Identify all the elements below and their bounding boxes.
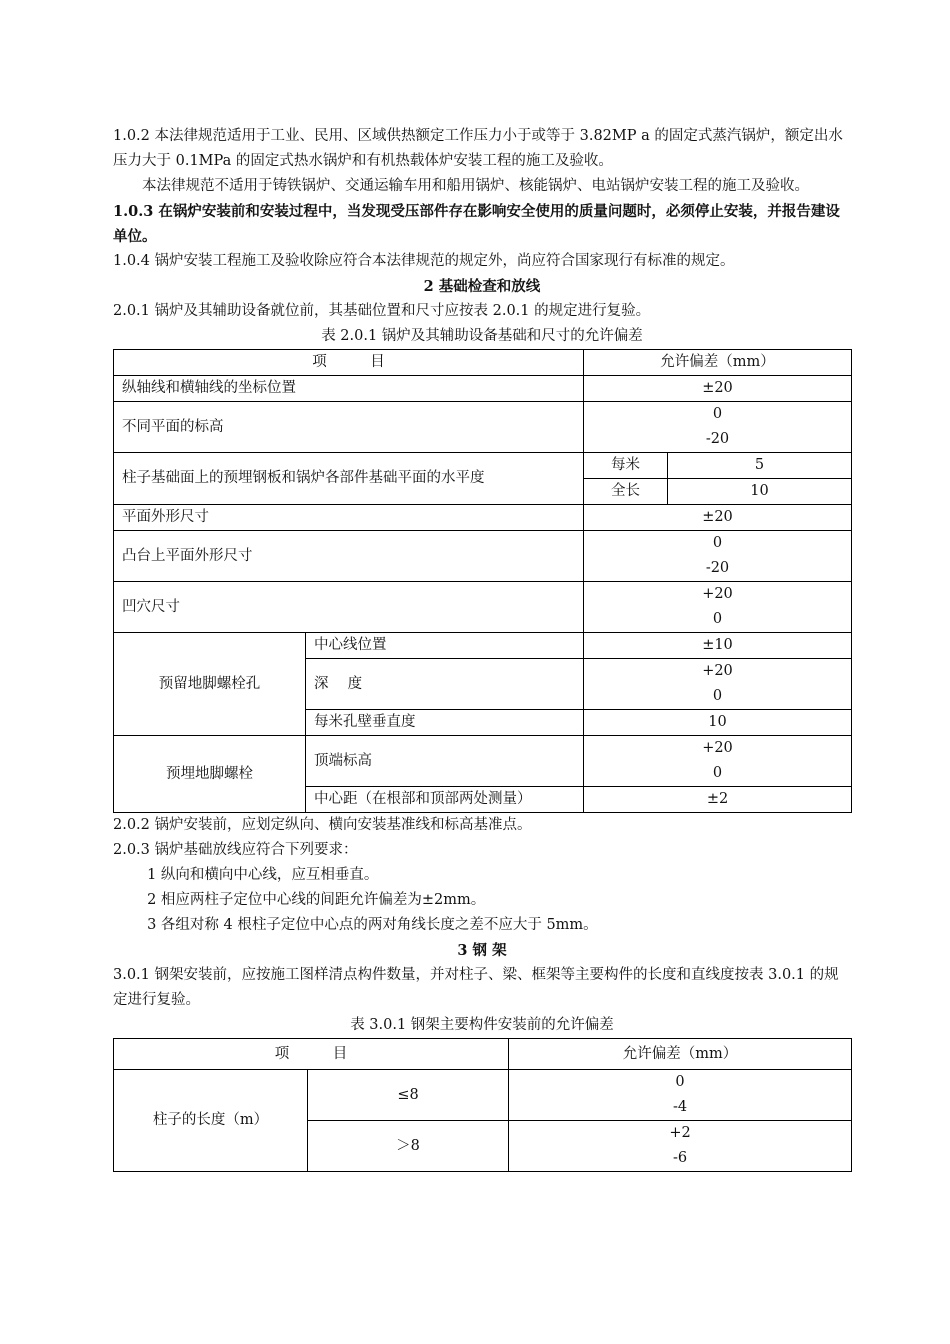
header-item: 项 目 xyxy=(114,350,584,376)
clause-2-0-1: 2.0.1 锅炉及其辅助设备就位前，其基础位置和尺寸应按表 2.0.1 的规定进行复验。 xyxy=(113,303,651,319)
row-value: ±2 xyxy=(584,787,852,813)
row-value: +2 -6 xyxy=(509,1121,852,1172)
header-tolerance: 允许偏差（mm） xyxy=(509,1039,852,1070)
row-condition: ≤8 xyxy=(308,1070,509,1121)
table-row xyxy=(114,1070,852,1121)
row-item: 中心距（在根部和顶部两处测量） xyxy=(306,787,584,813)
table-row xyxy=(114,505,852,531)
row-sub-label: 全长 xyxy=(584,479,668,505)
row-item: 中心线位置 xyxy=(306,633,584,659)
row-item: 不同平面的标高 xyxy=(114,402,584,453)
table-row xyxy=(114,582,852,633)
row-value: +20 0 xyxy=(584,582,852,633)
group-label: 预埋地脚螺栓 xyxy=(114,736,306,813)
table-3-0-1 xyxy=(113,1038,852,1172)
row-value: 0 -20 xyxy=(584,531,852,582)
row-value: ±10 xyxy=(584,633,852,659)
table-row xyxy=(114,736,852,787)
document-page xyxy=(113,124,851,1172)
header-tolerance: 允许偏差（mm） xyxy=(584,350,852,376)
row-value: ±20 xyxy=(584,376,852,402)
table-row xyxy=(114,633,852,659)
row-item: 顶端标高 xyxy=(306,736,584,787)
row-value: +20 0 xyxy=(584,736,852,787)
row-value: 5 xyxy=(668,453,852,479)
clause-2-0-3: 2.0.3 锅炉基础放线应符合下列要求： xyxy=(113,842,358,858)
row-item: 纵轴线和横轴线的坐标位置 xyxy=(114,376,584,402)
row-item: 凹穴尺寸 xyxy=(114,582,584,633)
table-row xyxy=(114,453,852,479)
table-caption-2-0-1: 表 2.0.1 锅炉及其辅助设备基础和尺寸的允许偏差 xyxy=(321,328,643,344)
table-row xyxy=(114,531,852,582)
clause-1-0-2: 1.0.2 本法律规范适用于工业、民用、区域供热额定工作压力小于或等于 3.82MP a 的固定式蒸汽锅炉，额定出水压力大于 0.1MPa 的固定式热水锅炉和有机热载体炉安装工程的施工及验收。 xyxy=(113,128,843,169)
clause-1-0-2-exclusion: 本法律规范不适用于铸铁锅炉、交通运输车用和船用锅炉、核能锅炉、电站锅炉安装工程的施工及验收。 xyxy=(142,178,809,194)
row-sub-label: 每米 xyxy=(584,453,668,479)
row-value: ±20 xyxy=(584,505,852,531)
row-value: 0 -20 xyxy=(584,402,852,453)
row-value: +20 0 xyxy=(584,659,852,710)
group-label: 柱子的长度（m） xyxy=(114,1070,308,1172)
row-item: 深 度 xyxy=(306,659,584,710)
row-value: 10 xyxy=(584,710,852,736)
table-header-row xyxy=(114,350,852,376)
row-item: 每米孔壁垂直度 xyxy=(306,710,584,736)
clause-1-0-4: 1.0.4 锅炉安装工程施工及验收除应符合本法律规范的规定外，尚应符合国家现行有标准的规定。 xyxy=(113,253,735,269)
row-value: 0 -4 xyxy=(509,1070,852,1121)
group-label: 预留地脚螺栓孔 xyxy=(114,633,306,736)
table-row xyxy=(114,376,852,402)
clause-1-0-3: 1.0.3 在锅炉安装前和安装过程中，当发现受压部件存在影响安全使用的质量问题时，必须停止安装，并报告建设单位。 xyxy=(113,203,840,245)
list-item: 2 相应两柱子定位中心线的间距允许偏差为±2mm。 xyxy=(147,892,486,908)
table-row xyxy=(114,402,852,453)
clause-3-0-1: 3.0.1 钢架安装前，应按施工图样清点构件数量，并对柱子、梁、框架等主要构件的长度和直线度按表 3.0.1 的规定进行复验。 xyxy=(113,967,839,1008)
table-2-0-1 xyxy=(113,349,852,813)
section-heading-3: 3 钢 架 xyxy=(457,942,507,959)
table-caption-3-0-1: 表 3.0.1 钢架主要构件安装前的允许偏差 xyxy=(350,1017,614,1033)
row-value: 10 xyxy=(668,479,852,505)
clause-2-0-2: 2.0.2 锅炉安装前，应划定纵向、横向安装基准线和标高基准点。 xyxy=(113,817,532,833)
row-item: 柱子基础面上的预埋钢板和锅炉各部件基础平面的水平度 xyxy=(114,453,584,505)
row-item: 凸台上平面外形尺寸 xyxy=(114,531,584,582)
header-item: 项 目 xyxy=(114,1039,509,1070)
row-condition: ＞8 xyxy=(308,1121,509,1172)
row-item: 平面外形尺寸 xyxy=(114,505,584,531)
section-heading-2: 2 基础检查和放线 xyxy=(423,278,541,295)
table-header-row xyxy=(114,1039,852,1070)
list-item: 1 纵向和横向中心线，应互相垂直。 xyxy=(147,867,379,883)
list-item: 3 各组对称 4 根柱子定位中心点的两对角线长度之差不应大于 5mm。 xyxy=(147,917,598,933)
